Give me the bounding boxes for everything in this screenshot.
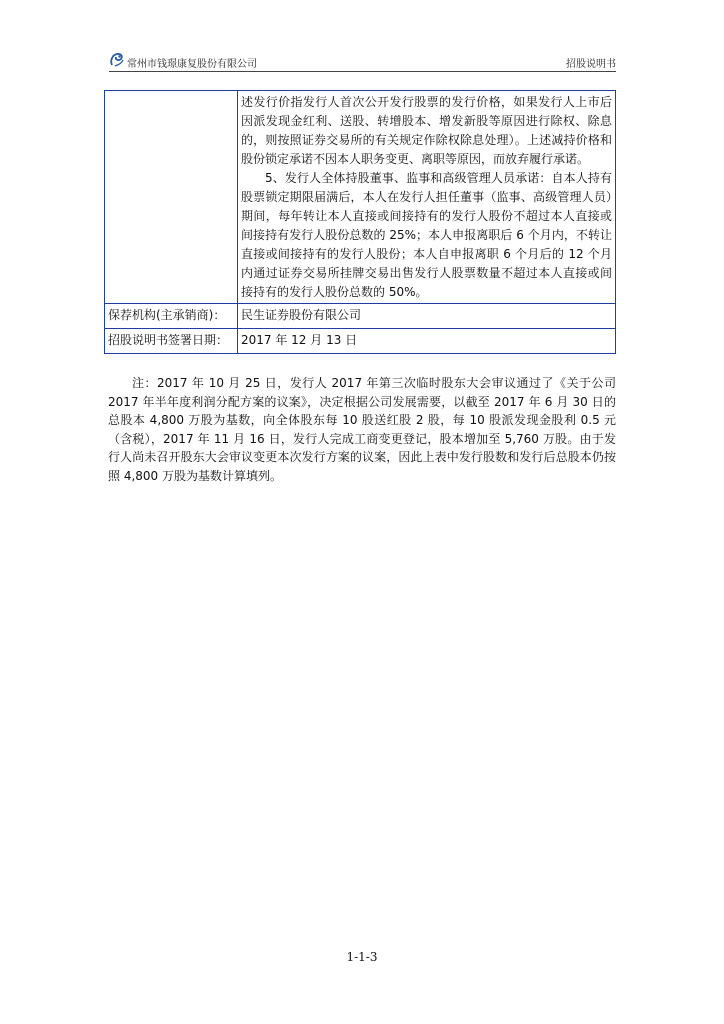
commitment-paragraph: 5、发行人全体持股董事、监事和高级管理人员承诺：自本人持有股票锁定期限届满后，本人在发行人担任董事（监事、高级管理人员）期间，每年转让本人直接或间接持有的发行人股份不超过本人直接或间接持有发行人股份总数的 25%；本人申报离职后 6 个月内，不转让直接或间接持有的发行人股份；本人自申报离职 6 个月后的 12 个月内通过证券交易所挂牌交易出售发行人股票数量不超过本人直接或间接持有的发行人股份总数的 50%。 — [241, 171, 612, 299]
commitment-text-cell — [238, 91, 616, 304]
page-number: 1-1-3 — [346, 950, 378, 964]
signing-date-label: 招股说明书签署日期： — [105, 329, 238, 354]
sponsor-value: 民生证券股份有限公司 — [238, 304, 616, 329]
empty-label-cell — [105, 91, 238, 304]
commitment-paragraph: 述发行价指发行人首次公开发行股票的发行价格，如果发行人上市后因派发现金红利、送股、转增股本、增发新股等原因进行除权、除息的，则按照证券交易所的有关规定作除权除息处理）。上述减持价格和股份锁定承诺不因本人职务变更、离职等原因，而放弃履行承诺。 — [241, 95, 612, 166]
signing-date-value: 2017 年 12 月 13 日 — [238, 329, 616, 354]
sponsor-label: 保荐机构(主承销商)： — [105, 304, 238, 329]
prospectus-info-table — [104, 90, 616, 354]
company-logo-icon — [109, 53, 124, 67]
company-name: 常州市钱璟康复股份有限公司 — [127, 59, 257, 70]
table-row — [105, 329, 616, 354]
table-row — [105, 91, 616, 304]
page-header — [109, 52, 616, 72]
footnote: 注：2017 年 10 月 25 日，发行人 2017 年第三次临时股东大会审议通过了《关于公司 2017 年半年度利润分配方案的议案》，决定根据公司发展需要，以截至 2017 年 6 月 30 日的总股本 4,800 万股为基数，向全体股东每 10 股送红股 2 股，每 10 股派发现金股利 0.5 元（含税），2017 年 11 月 16 日，发行人完成工商变更登记，股本增加至 5,760 万股。由于发行人尚未召开股东大会审议变更本次发行方案的议案，因此上表中发行股数和发行后总股本仍按照 4,800 万股为基数计算填列。 — [108, 376, 616, 483]
table-row — [105, 304, 616, 329]
document-type: 招股说明书 — [566, 59, 616, 70]
